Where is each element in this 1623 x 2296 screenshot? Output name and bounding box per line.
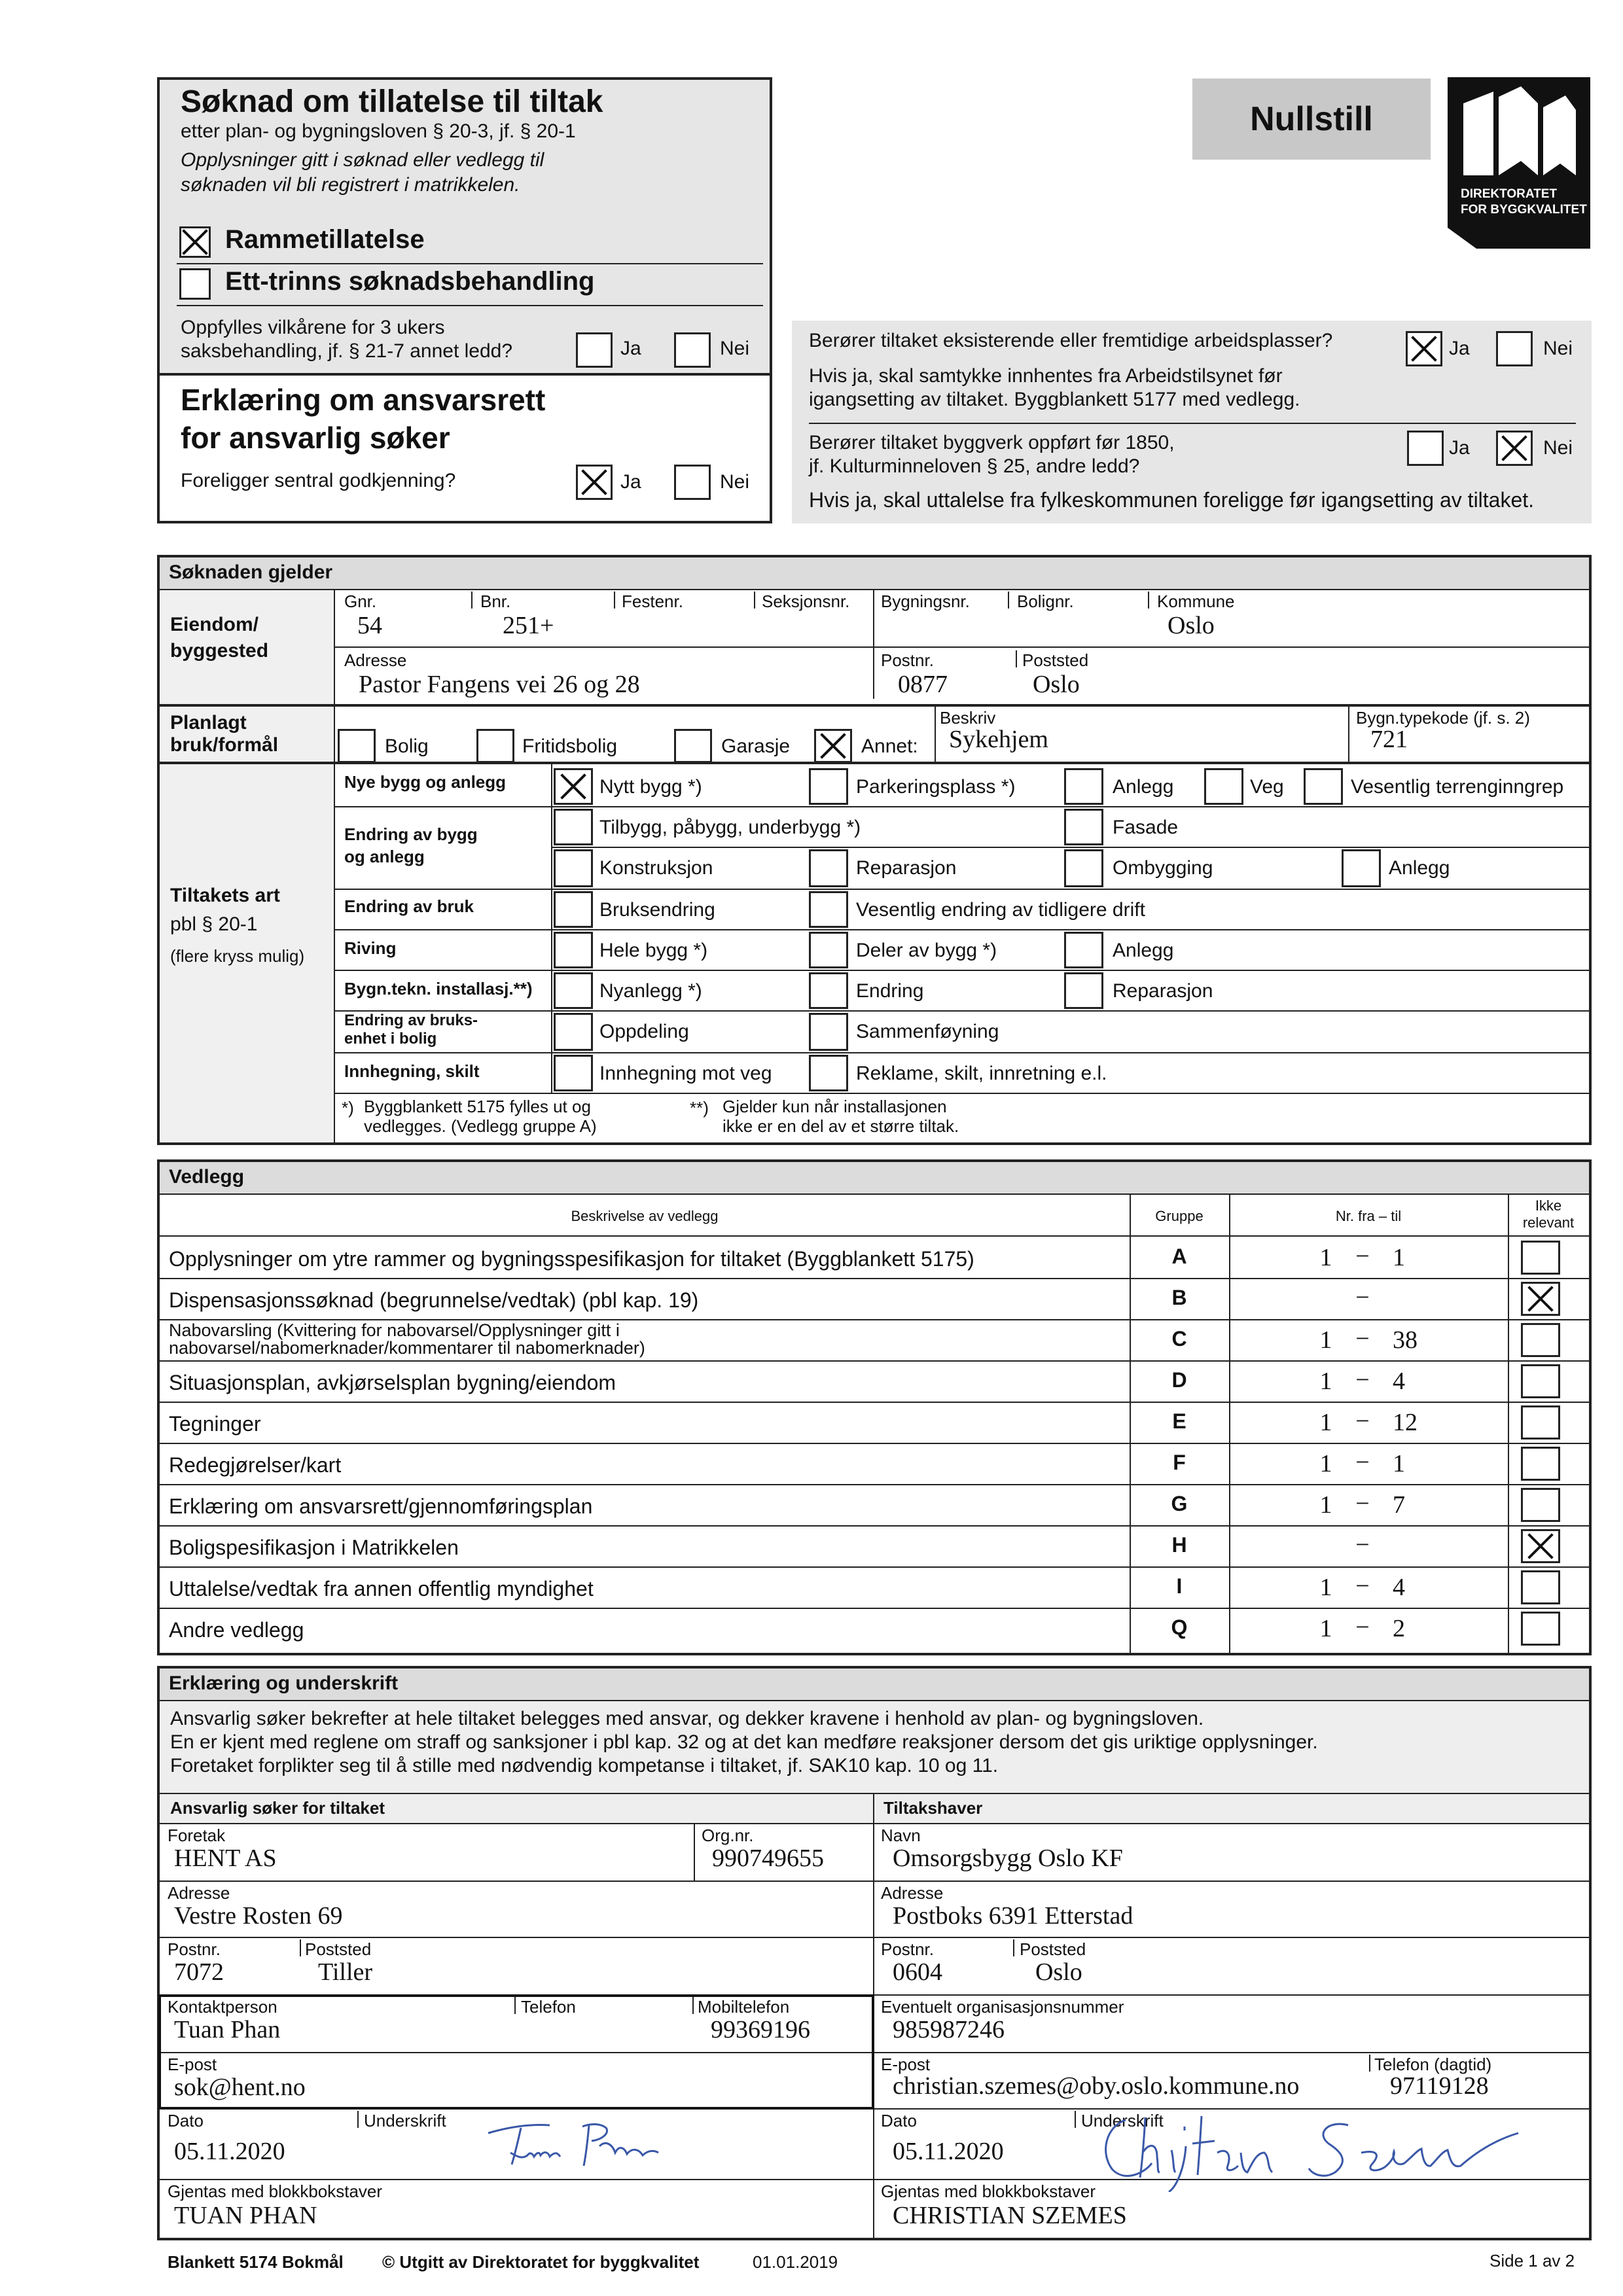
orgnr-label: Org.nr.	[702, 1826, 754, 1845]
installasj-endring-checkbox[interactable]	[809, 972, 848, 1009]
reset-button[interactable]	[1192, 79, 1431, 160]
sok-signature[interactable]	[484, 2113, 661, 2172]
eiendom-label-2: byggested	[170, 640, 269, 662]
sentral-nei-checkbox[interactable]	[674, 465, 711, 500]
t-postnr-label: Postnr.	[881, 1939, 934, 1959]
vedlegg-range-dash: −	[1355, 1614, 1370, 1641]
sok-blokk-field[interactable]: TUAN PHAN	[174, 2202, 317, 2229]
tre-uker-question-1: Oppfylles vilkårene for 3 ukers	[181, 317, 445, 338]
orgnr-field[interactable]: 990749655	[712, 1845, 824, 1872]
not-relevant-checkbox[interactable]	[1521, 1405, 1560, 1439]
col-ikke-1: Ikke	[1535, 1197, 1562, 1214]
vedlegg-description: Tegninger	[169, 1412, 261, 1436]
veg-checkbox[interactable]	[1204, 768, 1243, 805]
postnr-label: Postnr.	[881, 650, 934, 670]
annet-checkbox[interactable]	[814, 729, 852, 763]
vedlegg-from[interactable]: 1	[1319, 1326, 1332, 1354]
reset-button-label: Nullstill	[1250, 100, 1373, 138]
fasade-label: Fasade	[1113, 817, 1179, 838]
parkeringsplass-label: Parkeringsplass *)	[856, 776, 1016, 798]
t-adresse-label: Adresse	[881, 1883, 944, 1903]
nytt-bygg-label: Nytt bygg *)	[599, 776, 702, 798]
footnote-1-mark: *)	[342, 1098, 354, 1118]
footnote-2-line1: Gjelder kun når installasjonen	[722, 1097, 947, 1116]
arbeidsplass-ja-label: Ja	[1449, 338, 1470, 359]
vedlegg-from[interactable]: 1	[1319, 1574, 1332, 1601]
footer-copyright: © Utgitt av Direktoratet for byggkvalitet	[382, 2252, 700, 2272]
not-relevant-checkbox[interactable]	[1521, 1282, 1560, 1316]
reklame-label: Reklame, skilt, innretning e.l.	[856, 1063, 1107, 1084]
tre-uker-nei-label: Nei	[720, 338, 750, 359]
vedlegg-description: Boligspesifikasjon i Matrikkelen	[169, 1536, 459, 1559]
divider	[177, 305, 763, 306]
vedlegg-to[interactable]: 2	[1393, 1615, 1405, 1642]
vedlegg-to[interactable]: 12	[1393, 1409, 1418, 1436]
art-label-2: pbl § 20-1	[170, 913, 258, 935]
tre-uker-nei-checkbox[interactable]	[674, 332, 711, 368]
beskriv-field[interactable]: Sykehjem	[949, 726, 1048, 753]
soknad-header	[160, 557, 1589, 589]
annet-label: Annet:	[861, 735, 918, 757]
mobil-field[interactable]: 99369196	[711, 2016, 810, 2043]
t-epost-field[interactable]: christian.szemes@oby.oslo.kommune.no	[893, 2072, 1300, 2100]
sok-postnr-field[interactable]: 7072	[174, 1958, 224, 1986]
divider	[160, 762, 1589, 764]
t-poststed-field[interactable]: Oslo	[1035, 1958, 1082, 1986]
vedlegg-from[interactable]: 1	[1319, 1409, 1332, 1436]
eiendom-label-1: Eiendom/	[170, 614, 259, 635]
divider	[160, 704, 1589, 707]
poststed-field[interactable]: Oslo	[1033, 671, 1080, 698]
tilbygg-checkbox[interactable]	[554, 809, 593, 845]
kontakt-field[interactable]: Tuan Phan	[174, 2016, 281, 2043]
vedlegg-description: Uttalelse/vedtak fra annen offentlig myndighet	[169, 1577, 594, 1600]
soknad-title: Søknaden gjelder	[169, 561, 333, 583]
not-relevant-checkbox[interactable]	[1521, 1447, 1560, 1481]
erklaering-title: Erklæring og underskrift	[169, 1672, 399, 1694]
vedlegg-description: Dispensasjonssøknad (begrunnelse/vedtak) (pbl kap. 19)	[169, 1288, 699, 1312]
seksjonsnr-label: Seksjonsnr.	[762, 592, 850, 611]
sok-epost-field[interactable]: sok@hent.no	[174, 2074, 306, 2101]
mobil-label: Mobiltelefon	[698, 1997, 790, 2017]
logo-mark-icon	[1448, 77, 1590, 202]
terrenginngrep-checkbox[interactable]	[1304, 768, 1343, 805]
tre-uker-question-2: saksbehandling, jf. § 21-7 annet ledd?	[181, 340, 513, 362]
bruksendring-checkbox[interactable]	[554, 891, 593, 928]
col-gruppe: Gruppe	[1155, 1208, 1204, 1224]
table-row	[160, 1566, 1589, 1608]
row-label-innhegning: Innhegning, skilt	[344, 1061, 480, 1081]
vedlegg-range-dash: −	[1355, 1325, 1370, 1352]
ombygging-label: Ombygging	[1113, 857, 1213, 879]
reparasjon-label: Reparasjon	[856, 857, 957, 879]
kommune-field[interactable]: Oslo	[1168, 612, 1215, 639]
vedlegg-description: Andre vedlegg	[169, 1618, 304, 1642]
art-label-3: (flere kryss mulig)	[170, 946, 305, 966]
t-dato-label: Dato	[881, 2111, 917, 2130]
fritidsbolig-label: Fritidsbolig	[522, 735, 618, 757]
col-nr: Nr. fra – til	[1335, 1208, 1402, 1224]
matrikkel-note-1: Opplysninger gitt i søknad eller vedlegg til	[181, 149, 544, 171]
reparasjon-checkbox[interactable]	[809, 849, 848, 887]
sentral-ja-label: Ja	[620, 471, 641, 493]
divider	[334, 646, 1589, 648]
adresse-field[interactable]: Pastor Fangens vei 26 og 28	[359, 671, 640, 698]
oppdeling-label: Oppdeling	[599, 1021, 689, 1042]
kommune-label: Kommune	[1157, 592, 1235, 611]
col-ikke-2: relevant	[1522, 1214, 1575, 1231]
kultur-question-2: jf. Kulturminneloven § 25, andre ledd?	[809, 455, 1140, 477]
endring-anlegg-label: Anlegg	[1389, 857, 1450, 879]
footnote-1-line2: vedlegges. (Vedlegg gruppe A)	[364, 1116, 597, 1136]
not-relevant-checkbox[interactable]	[1521, 1529, 1560, 1563]
t-blokk-label: Gjentas med blokkbokstaver	[881, 2181, 1096, 2201]
gnr-field[interactable]: 54	[357, 612, 382, 639]
bnr-label: Bnr.	[480, 592, 511, 611]
vesentlig-endring-label: Vesentlig endring av tidligere drift	[856, 899, 1145, 921]
sok-blokk-label: Gjentas med blokkbokstaver	[168, 2181, 383, 2201]
table-row	[160, 1237, 1589, 1278]
sok-poststed-field[interactable]: Tiller	[318, 1958, 373, 1986]
vedlegg-to[interactable]: 4	[1393, 1574, 1405, 1601]
row-label-bruksenhet: Endring av bruks-	[344, 1012, 478, 1029]
adresse-label: Adresse	[344, 650, 407, 670]
matrikkel-note-2: søknaden vil bli registrert i matrikkelen.	[181, 174, 520, 196]
tilt-title: Tiltakshaver	[883, 1798, 983, 1818]
navn-label: Navn	[881, 1826, 921, 1845]
vedlegg-range-dash: −	[1355, 1366, 1370, 1394]
installasj-reparasjon-checkbox[interactable]	[1064, 972, 1103, 1009]
vedlegg-group: E	[1172, 1409, 1186, 1433]
vedlegg-range-dash: −	[1355, 1490, 1370, 1517]
footer-date: 01.01.2019	[753, 2252, 838, 2272]
konstruksjon-checkbox[interactable]	[554, 849, 593, 887]
vedlegg-to[interactable]: 1	[1393, 1450, 1405, 1477]
table-row	[160, 1608, 1589, 1649]
arbeidsplass-question: Berører tiltaket eksisterende eller fremtidige arbeidsplasser?	[809, 330, 1333, 351]
kultur-nei-label: Nei	[1543, 437, 1573, 459]
kultur-info: Hvis ja, skal uttalelse fra fylkeskommunen foreligge før igangsetting av tiltaket.	[809, 488, 1535, 512]
arbeidsplass-info-1: Hvis ja, skal samtykke innhentes fra Arbeidstilsynet før	[809, 365, 1283, 387]
t-telefon-label: Telefon (dagtid)	[1374, 2055, 1492, 2074]
bygntype-field[interactable]: 721	[1370, 726, 1408, 753]
kontakt-label: Kontaktperson	[168, 1997, 277, 2017]
t-underskrift-label: Underskrift	[1081, 2111, 1164, 2130]
installasj-endring-label: Endring	[856, 980, 924, 1002]
kultur-ja-checkbox[interactable]	[1407, 431, 1444, 466]
vedlegg-from[interactable]: 1	[1319, 1491, 1332, 1519]
footer-form-id: Blankett 5174 Bokmål	[168, 2252, 344, 2272]
parkeringsplass-checkbox[interactable]	[809, 768, 848, 805]
innhegning-checkbox[interactable]	[554, 1055, 593, 1091]
vedlegg-from[interactable]: 1	[1319, 1450, 1332, 1477]
bolig-label: Bolig	[385, 735, 429, 757]
festenr-label: Festenr.	[622, 592, 683, 611]
vedlegg-group: H	[1171, 1533, 1187, 1557]
sammenfoyning-checkbox[interactable]	[809, 1013, 848, 1051]
foretak-label: Foretak	[168, 1826, 226, 1845]
vedlegg-range-dash: −	[1355, 1572, 1370, 1600]
bygntype-label: Bygn.typekode (jf. s. 2)	[1356, 708, 1530, 728]
kultur-ja-label: Ja	[1449, 437, 1470, 459]
vedlegg-group: Q	[1171, 1616, 1188, 1639]
table-row	[160, 1360, 1589, 1402]
nye-anlegg-checkbox[interactable]	[1064, 768, 1103, 805]
footnote-2-mark: **)	[690, 1098, 709, 1118]
vedlegg-group: C	[1171, 1327, 1187, 1351]
sok-poststed-label: Poststed	[305, 1939, 372, 1959]
ett-trinns-checkbox[interactable]	[179, 268, 211, 300]
arbeidsplass-nei-label: Nei	[1543, 338, 1573, 359]
vedlegg-group: D	[1171, 1368, 1187, 1392]
vedlegg-to[interactable]: 7	[1393, 1491, 1405, 1519]
vesentlig-endring-checkbox[interactable]	[809, 891, 848, 928]
vedlegg-to[interactable]: 1	[1393, 1244, 1405, 1271]
kultur-question-1: Berører tiltaket byggverk oppført før 1850,	[809, 432, 1175, 453]
divider	[177, 263, 763, 264]
not-relevant-checkbox[interactable]	[1521, 1612, 1560, 1646]
vedlegg-group: A	[1171, 1245, 1187, 1268]
garasje-label: Garasje	[721, 735, 791, 757]
navn-field[interactable]: Omsorgsbygg Oslo KF	[893, 1845, 1123, 1872]
sok-underskrift-label: Underskrift	[364, 2111, 446, 2130]
arbeidsplass-nei-checkbox[interactable]	[1496, 331, 1533, 366]
planlagt-label-2: bruk/formål	[170, 734, 279, 756]
rammetillatelse-checkbox[interactable]	[179, 226, 211, 258]
erklaering-text-2: En er kjent med reglene om straff og sanksjoner i pbl kap. 32 og at det kan medføre reaksjoner dersom det gis uriktige opplysninger.	[170, 1731, 1318, 1753]
hele-bygg-checkbox[interactable]	[554, 932, 593, 968]
poststed-label: Poststed	[1022, 650, 1089, 670]
vedlegg-range-dash: −	[1355, 1243, 1370, 1270]
row-label-endring-bygg-2: og anlegg	[344, 847, 425, 866]
deler-av-bygg-checkbox[interactable]	[809, 932, 848, 968]
vedlegg-from[interactable]: 1	[1319, 1368, 1332, 1395]
nyanlegg-checkbox[interactable]	[554, 972, 593, 1009]
divider	[809, 423, 1576, 424]
row-label-installasj: Bygn.tekn. installasj.**)	[344, 979, 533, 998]
art-label-1: Tiltakets art	[170, 885, 280, 906]
riving-anlegg-checkbox[interactable]	[1064, 932, 1103, 968]
t-orgnr-label: Eventuelt organisasjonsnummer	[881, 1997, 1124, 2017]
form-title: Søknad om tillatelse til tiltak	[181, 84, 603, 119]
vedlegg-title: Vedlegg	[169, 1166, 245, 1188]
row-label-bruksenhet-2: enhet i bolig	[344, 1030, 437, 1048]
beskriv-label: Beskriv	[940, 708, 996, 728]
vedlegg-to[interactable]: 4	[1393, 1368, 1405, 1395]
vedlegg-description: Opplysninger om ytre rammer og bygningsspesifikasjon for tiltaket (Byggblankett 5175)	[169, 1247, 974, 1271]
konstruksjon-label: Konstruksjon	[599, 857, 713, 879]
nyanlegg-label: Nyanlegg *)	[599, 980, 702, 1002]
table-row	[160, 1278, 1589, 1319]
hele-bygg-label: Hele bygg *)	[599, 940, 708, 961]
sok-title: Ansvarlig søker for tiltaket	[170, 1798, 385, 1818]
vedlegg-description	[169, 1322, 645, 1357]
t-postnr-field[interactable]: 0604	[893, 1958, 942, 1986]
sok-adresse-label: Adresse	[168, 1883, 230, 1903]
riving-anlegg-label: Anlegg	[1113, 940, 1174, 961]
table-row	[160, 1402, 1589, 1443]
vedlegg-description: Situasjonsplan, avkjørselsplan bygning/eiendom	[169, 1371, 616, 1394]
sok-adresse-field[interactable]: Vestre Rosten 69	[174, 1902, 343, 1930]
sentral-question: Foreligger sentral godkjenning?	[181, 470, 456, 491]
t-poststed-label: Poststed	[1020, 1939, 1086, 1959]
footnote-1-line1: Byggblankett 5175 fylles ut og	[364, 1097, 591, 1116]
t-telefon-field[interactable]: 97119128	[1390, 2072, 1489, 2100]
planlagt-label-1: Planlagt	[170, 712, 247, 733]
logo-text-2: FOR BYGGKVALITET	[1461, 203, 1587, 217]
vedlegg-from[interactable]: 1	[1319, 1244, 1332, 1271]
vedlegg-from[interactable]: 1	[1319, 1615, 1332, 1642]
postnr-field[interactable]: 0877	[898, 671, 948, 698]
sok-dato-label: Dato	[168, 2111, 204, 2130]
vedlegg-group: G	[1171, 1492, 1188, 1515]
endring-anlegg-checkbox[interactable]	[1342, 849, 1381, 887]
bnr-field[interactable]: 251+	[503, 612, 554, 639]
ombygging-checkbox[interactable]	[1064, 849, 1103, 887]
row-label-endring-bruk: Endring av bruk	[344, 896, 474, 916]
bolig-checkbox[interactable]	[338, 729, 376, 763]
innhegning-label: Innhegning mot veg	[599, 1063, 772, 1084]
kultur-nei-checkbox[interactable]	[1496, 431, 1533, 466]
logo-text-1: DIREKTORATET	[1461, 187, 1558, 201]
vedlegg-range-dash: −	[1355, 1449, 1370, 1476]
t-blokk-field[interactable]: CHRISTIAN SZEMES	[893, 2202, 1127, 2229]
table-row	[160, 1443, 1589, 1484]
form-subtitle: etter plan- og bygningsloven § 20-3, jf. § 20-1	[181, 120, 576, 142]
footnote-2-line2: ikke er en del av et større tiltak.	[722, 1116, 959, 1136]
row-label-endring-bygg: Endring av bygg	[344, 824, 478, 844]
tilbygg-label: Tilbygg, påbygg, underbygg *)	[599, 817, 861, 838]
garasje-checkbox[interactable]	[674, 729, 712, 763]
table-row	[160, 1484, 1589, 1525]
not-relevant-checkbox[interactable]	[1521, 1241, 1560, 1275]
not-relevant-checkbox[interactable]	[1521, 1488, 1560, 1522]
tre-uker-ja-label: Ja	[620, 338, 641, 359]
bygningsnr-label: Bygningsnr.	[881, 592, 970, 611]
arbeidsplass-info-2: igangsetting av tiltaket. Byggblankett 5177 med vedlegg.	[809, 389, 1300, 410]
sentral-nei-label: Nei	[720, 471, 750, 493]
gnr-label: Gnr.	[344, 592, 377, 611]
vedlegg-group: I	[1176, 1574, 1183, 1598]
sok-epost-label: E-post	[168, 2055, 217, 2074]
t-epost-label: E-post	[881, 2055, 931, 2074]
nye-anlegg-label: Anlegg	[1113, 776, 1174, 798]
t-signature[interactable]	[1086, 2107, 1544, 2192]
foretak-field[interactable]: HENT AS	[174, 1845, 277, 1872]
sok-dato-field[interactable]: 05.11.2020	[174, 2138, 285, 2165]
vedlegg-group: B	[1171, 1286, 1187, 1309]
t-orgnr-field[interactable]: 985987246	[893, 2016, 1005, 2043]
divider	[160, 589, 1589, 590]
reklame-checkbox[interactable]	[809, 1055, 848, 1091]
rammetillatelse-label: Rammetillatelse	[225, 225, 425, 254]
bruksendring-label: Bruksendring	[599, 899, 715, 921]
vedlegg-header	[160, 1162, 1589, 1193]
fritidsbolig-checkbox[interactable]	[476, 729, 514, 763]
t-adresse-field[interactable]: Postboks 6391 Etterstad	[893, 1902, 1133, 1930]
dibk-logo	[1448, 77, 1590, 249]
not-relevant-checkbox[interactable]	[1521, 1323, 1560, 1357]
fasade-checkbox[interactable]	[1064, 809, 1103, 845]
vedlegg-range-dash: −	[1355, 1531, 1370, 1559]
ansvarsrett-title-1: Erklæring om ansvarsrett	[181, 383, 546, 417]
ett-trinns-label: Ett-trinns søknadsbehandling	[225, 267, 595, 296]
row-label-nye-bygg: Nye bygg og anlegg	[344, 772, 507, 792]
row-label-riving: Riving	[344, 938, 397, 958]
nytt-bygg-checkbox[interactable]	[554, 768, 593, 805]
sok-postnr-label: Postnr.	[168, 1939, 221, 1959]
vedlegg-description-line2: nabovarsel/nabomerknader/kommentarer til nabomerknader)	[169, 1338, 645, 1358]
table-row	[160, 1319, 1589, 1360]
vedlegg-group: F	[1173, 1451, 1186, 1474]
ansvarsrett-title-2: for ansvarlig søker	[181, 421, 450, 455]
vedlegg-description: Redegjørelser/kart	[169, 1453, 342, 1477]
footer-page: Side 1 av 2	[1489, 2251, 1575, 2270]
t-dato-field[interactable]: 05.11.2020	[893, 2138, 1004, 2165]
telefon-label: Telefon	[521, 1997, 576, 2017]
vedlegg-description: Erklæring om ansvarsrett/gjennomføringsplan	[169, 1494, 593, 1518]
erklaering-text-3: Foretaket forplikter seg til å stille med nødvendig kompetanse i tiltaket, jf. SAK10 kap. 10 og 11.	[170, 1755, 999, 1776]
deler-av-bygg-label: Deler av bygg *)	[856, 940, 997, 961]
erklaering-text-1: Ansvarlig søker bekrefter at hele tiltaket belegges med ansvar, og dekker kravene i henhold av plan- og bygningsloven.	[170, 1708, 1204, 1729]
sentral-ja-checkbox[interactable]	[576, 465, 613, 500]
table-row	[160, 1525, 1589, 1566]
not-relevant-checkbox[interactable]	[1521, 1570, 1560, 1604]
tre-uker-ja-checkbox[interactable]	[576, 332, 613, 368]
arbeidsplass-ja-checkbox[interactable]	[1406, 331, 1442, 366]
bolignr-label: Bolignr.	[1017, 592, 1074, 611]
vedlegg-range-dash: −	[1355, 1407, 1370, 1435]
sammenfoyning-label: Sammenføyning	[856, 1021, 999, 1042]
not-relevant-checkbox[interactable]	[1521, 1364, 1560, 1398]
oppdeling-checkbox[interactable]	[554, 1013, 593, 1051]
veg-label: Veg	[1250, 776, 1284, 798]
vedlegg-range-dash: −	[1355, 1284, 1370, 1311]
vedlegg-description-line1: Nabovarsling (Kvittering for nabovarsel/Opplysninger gitt i	[169, 1320, 620, 1340]
col-beskrivelse: Beskrivelse av vedlegg	[571, 1208, 719, 1224]
vedlegg-to[interactable]: 38	[1393, 1326, 1418, 1354]
terrenginngrep-label: Vesentlig terrenginngrep	[1351, 776, 1564, 798]
installasj-reparasjon-label: Reparasjon	[1113, 980, 1213, 1002]
